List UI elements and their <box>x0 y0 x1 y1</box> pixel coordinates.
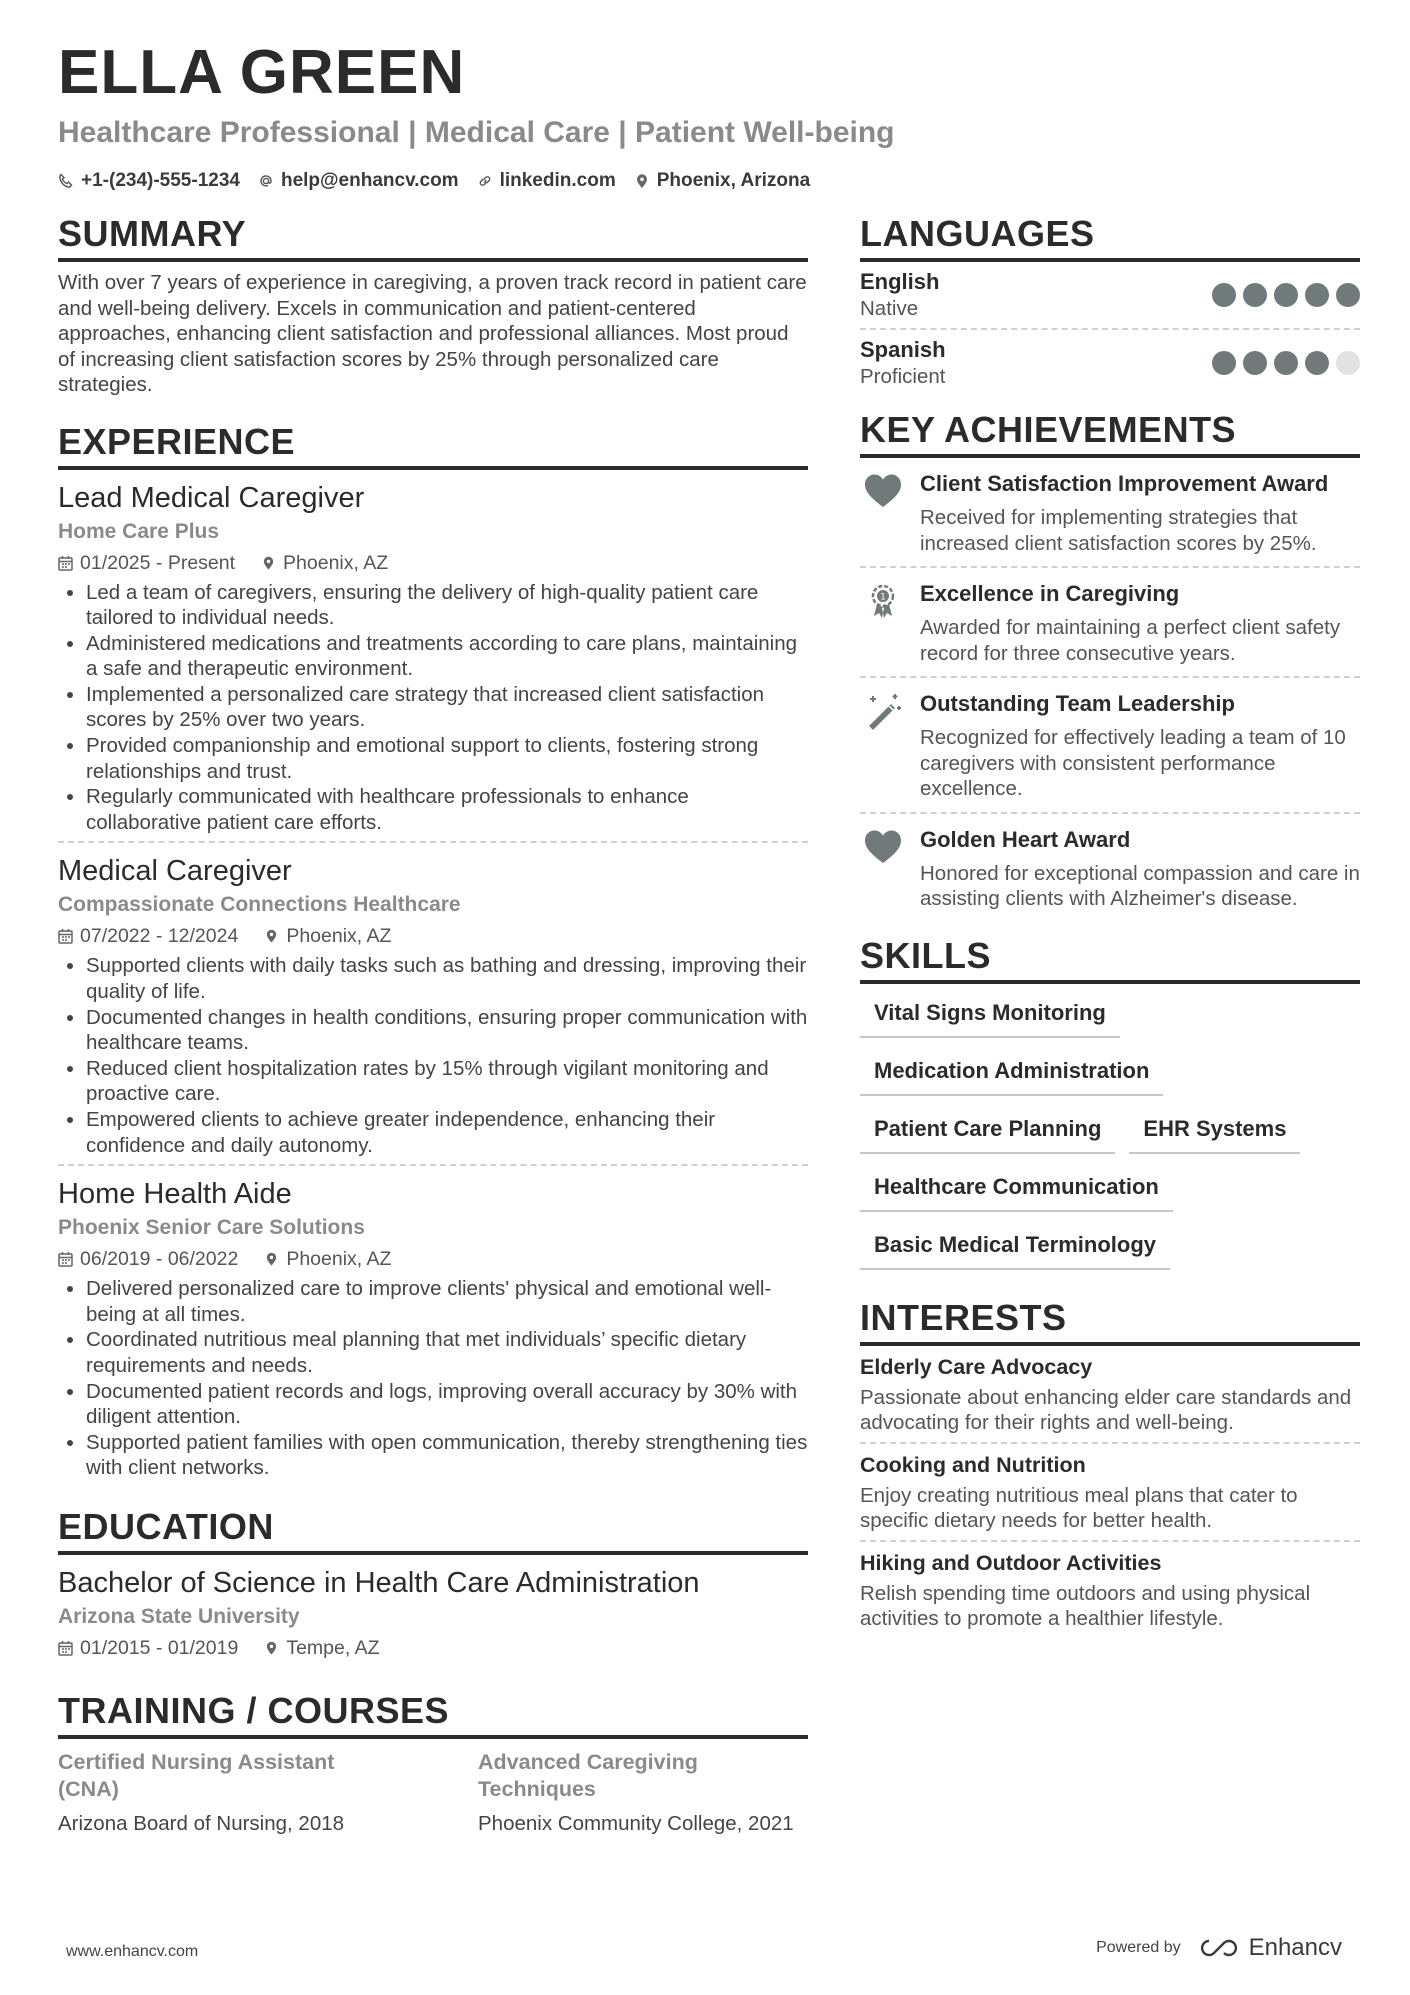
job-location: Phoenix, AZ <box>286 925 392 948</box>
rating-dot-filled <box>1243 351 1267 375</box>
languages-section <box>860 213 1360 396</box>
school-name: Arizona State University <box>58 1604 300 1628</box>
course-title: Advanced Caregiving Techniques <box>478 1749 698 1801</box>
magic-wand-icon <box>863 692 903 730</box>
brand-name: Enhancv <box>1248 1934 1342 1961</box>
interest-item <box>860 1346 1360 1444</box>
experience-section <box>58 420 808 1487</box>
bullet-item: • Administered medications and treatments according to care plans, maintaining a safe and therapeutic environment. <box>86 631 808 682</box>
powered-by-label: Powered by <box>1096 1939 1181 1956</box>
job-title: Home Health Aide <box>58 1178 292 1211</box>
achievement-desc: Recognized for effectively leading a team of 10 caregivers with consistent performance excellence. <box>920 726 1346 800</box>
job-meta <box>58 548 808 578</box>
phone-icon <box>58 173 74 189</box>
location-text: Phoenix, Arizona <box>656 170 811 191</box>
training-item <box>478 1749 808 1839</box>
training-title: TRAINING / COURSES <box>58 1693 808 1739</box>
rating-dot-filled <box>1243 283 1267 307</box>
rating-dot-filled <box>1212 283 1236 307</box>
job-entry <box>58 843 808 1166</box>
contact-linkedin[interactable] <box>477 170 616 192</box>
skill-tag: Healthcare Communication <box>860 1174 1173 1212</box>
contact-bar <box>58 170 810 192</box>
heart-icon <box>863 828 903 866</box>
achievement-desc: Awarded for maintaining a perfect client safety record for three consecutive years. <box>920 616 1341 665</box>
job-title: Medical Caregiver <box>58 855 292 888</box>
language-row <box>860 262 1360 330</box>
contact-location <box>634 170 810 192</box>
interest-desc: Passionate about enhancing elder care standards and advocating for their rights and well-being. <box>860 1385 1352 1434</box>
calendar-icon <box>58 1251 73 1267</box>
right-column <box>860 213 1360 1638</box>
language-name: English <box>860 269 940 294</box>
skill-tag: Medication Administration <box>860 1058 1163 1096</box>
location-pin-icon <box>634 173 650 189</box>
education-title: EDUCATION <box>58 1509 808 1555</box>
achievement-title: Golden Heart Award <box>920 826 1131 852</box>
bullet-item: • Empowered clients to achieve greater independence, enhancing their confidence and daily autonomy. <box>86 1107 808 1158</box>
brand-logo[interactable] <box>1197 1934 1342 1962</box>
achievement-item <box>860 678 1360 814</box>
interest-title: Elderly Care Advocacy <box>860 1354 1093 1379</box>
bullet-item: • Led a team of caregivers, ensuring the delivery of high-quality patient care tailored to individual needs. <box>86 580 808 631</box>
location-pin-icon <box>264 1251 279 1267</box>
education-section <box>58 1505 808 1669</box>
rating-dot-filled <box>1336 283 1360 307</box>
bullet-item: • Documented changes in health conditions, ensuring proper communication with healthcare teams. <box>86 1005 808 1056</box>
language-rating <box>1212 283 1360 307</box>
link-icon <box>477 173 493 189</box>
rating-dot-filled <box>1274 351 1298 375</box>
training-item <box>58 1749 388 1839</box>
job-meta <box>58 921 808 951</box>
job-location: Phoenix, AZ <box>286 1248 392 1271</box>
rating-dot-filled <box>1305 351 1329 375</box>
summary-title: SUMMARY <box>58 216 808 262</box>
left-column <box>58 213 808 1839</box>
language-rating <box>1212 351 1360 375</box>
footer-website[interactable]: www.enhancv.com <box>66 1943 199 1960</box>
course-detail: Phoenix Community College, 2021 <box>478 1811 794 1835</box>
interests-title: INTERESTS <box>860 1300 1360 1346</box>
summary-text: With over 7 years of experience in caregiving, a proven track record in patient care and well-being delivery. Excels in communication and patient-centered approaches, enhancing client satisfaction and professional alliances. Most proud of increasing client satisfaction scores by 25% through personalized care strategies. <box>58 271 807 396</box>
education-dates: 01/2015 - 01/2019 <box>80 1636 239 1659</box>
job-location: Phoenix, AZ <box>283 551 389 574</box>
languages-title: LANGUAGES <box>860 216 1360 262</box>
at-icon <box>258 173 274 189</box>
experience-title: EXPERIENCE <box>58 424 808 470</box>
achievements-title: KEY ACHIEVEMENTS <box>860 412 1360 458</box>
training-section <box>58 1689 808 1839</box>
calendar-icon <box>58 1640 73 1656</box>
calendar-icon <box>58 928 73 944</box>
job-bullets <box>58 953 808 1158</box>
rating-dot-filled <box>1274 283 1298 307</box>
training-grid <box>58 1749 808 1839</box>
achievement-desc: Received for implementing strategies that increased client satisfaction scores by 25%. <box>920 506 1317 555</box>
job-dates: 07/2022 - 12/2024 <box>80 925 239 948</box>
rating-dot-filled <box>1212 351 1236 375</box>
interest-item <box>860 1542 1360 1638</box>
interest-title: Hiking and Outdoor Activities <box>860 1550 1162 1575</box>
heart-icon <box>863 472 903 510</box>
company-name: Compassionate Connections Healthcare <box>58 893 461 917</box>
bullet-item: • Supported patient families with open communication, thereby strengthening ties with client networks. <box>86 1430 808 1481</box>
bullet-item: • Supported clients with daily tasks such as bathing and dressing, improving their quality of life. <box>86 953 808 1004</box>
course-detail: Arizona Board of Nursing, 2018 <box>58 1811 345 1835</box>
bullet-item: • Provided companionship and emotional support to clients, fostering strong relationships and trust. <box>86 733 808 784</box>
award-badge-icon <box>863 582 903 620</box>
svg-text:1: 1 <box>880 592 886 603</box>
achievements-section <box>860 409 1360 922</box>
bullet-item: • Coordinated nutritious meal planning that met individuals’ specific dietary requirements and needs. <box>86 1327 808 1378</box>
job-bullets <box>58 580 808 836</box>
bullet-item: • Regularly communicated with healthcare professionals to enhance collaborative patient care efforts. <box>86 784 808 835</box>
company-name: Phoenix Senior Care Solutions <box>58 1216 365 1240</box>
contact-phone[interactable] <box>58 170 240 192</box>
skills-section <box>860 934 1360 1270</box>
bullet-item: • Reduced client hospitalization rates by 15% through vigilant monitoring and proactive care. <box>86 1056 808 1107</box>
job-title: Lead Medical Caregiver <box>58 481 365 514</box>
education-entry <box>58 1555 808 1669</box>
achievement-title: Outstanding Team Leadership <box>920 691 1235 716</box>
candidate-name: ELLA GREEN <box>58 38 466 107</box>
education-meta <box>58 1633 808 1663</box>
achievement-title: Client Satisfaction Improvement Award <box>920 471 1329 496</box>
job-dates: 06/2019 - 06/2022 <box>80 1248 239 1271</box>
interest-item <box>860 1444 1360 1542</box>
degree-title: Bachelor of Science in Health Care Administration <box>58 1566 700 1599</box>
contact-email[interactable] <box>258 170 459 192</box>
enhancv-logo-icon <box>1197 1936 1241 1960</box>
rating-dot-filled <box>1305 283 1329 307</box>
achievement-desc: Honored for exceptional compassion and care in assisting clients with Alzheimer's disease. <box>920 861 1360 910</box>
location-pin-icon <box>264 928 279 944</box>
language-level: Native <box>860 297 919 320</box>
bullet-item: • Documented patient records and logs, improving overall accuracy by 30% with diligent attention. <box>86 1379 808 1430</box>
linkedin-text: linkedin.com <box>499 170 616 191</box>
achievement-item <box>860 458 1360 568</box>
summary-section <box>58 213 808 398</box>
company-name: Home Care Plus <box>58 519 220 543</box>
skill-tag: Basic Medical Terminology <box>860 1232 1170 1270</box>
achievement-item <box>860 568 1360 678</box>
phone-text: +1-(234)-555-1234 <box>81 170 240 191</box>
interests-section <box>860 1296 1360 1638</box>
bullet-item: • Delivered personalized care to improve clients' physical and emotional well-being at all times. <box>86 1276 808 1327</box>
job-bullets <box>58 1276 808 1481</box>
job-dates: 01/2025 - Present <box>80 551 236 574</box>
achievement-item <box>860 814 1360 922</box>
location-pin-icon <box>261 555 276 571</box>
footer-branding <box>1096 1934 1342 1962</box>
course-title: Certified Nursing Assistant (CNA) <box>58 1749 335 1801</box>
skill-tag: EHR Systems <box>1129 1116 1300 1154</box>
interest-title: Cooking and Nutrition <box>860 1452 1086 1477</box>
interest-desc: Enjoy creating nutritious meal plans that cater to specific dietary needs for better health. <box>860 1483 1298 1532</box>
interest-desc: Relish spending time outdoors and using physical activities to promote a healthier lifestyle. <box>860 1581 1311 1630</box>
rating-dot-empty <box>1336 351 1360 375</box>
skills-title: SKILLS <box>860 938 1360 984</box>
calendar-icon <box>58 555 73 571</box>
education-location: Tempe, AZ <box>286 1636 380 1659</box>
job-entry <box>58 470 808 844</box>
language-level: Proficient <box>860 365 946 388</box>
email-text: help@enhancv.com <box>280 170 459 191</box>
achievement-title: Excellence in Caregiving <box>920 581 1180 606</box>
location-pin-icon <box>264 1640 279 1656</box>
job-meta <box>58 1244 808 1274</box>
language-name: Spanish <box>860 337 946 362</box>
bullet-item: • Implemented a personalized care strategy that increased client satisfaction scores by 25% over two years. <box>86 682 808 733</box>
headline: Healthcare Professional | Medical Care | Patient Well-being <box>58 116 895 149</box>
language-row <box>860 330 1360 396</box>
skill-tag: Patient Care Planning <box>860 1116 1115 1154</box>
skill-tag: Vital Signs Monitoring <box>860 1000 1120 1038</box>
job-entry <box>58 1166 808 1487</box>
skills-list <box>860 1000 1360 1270</box>
